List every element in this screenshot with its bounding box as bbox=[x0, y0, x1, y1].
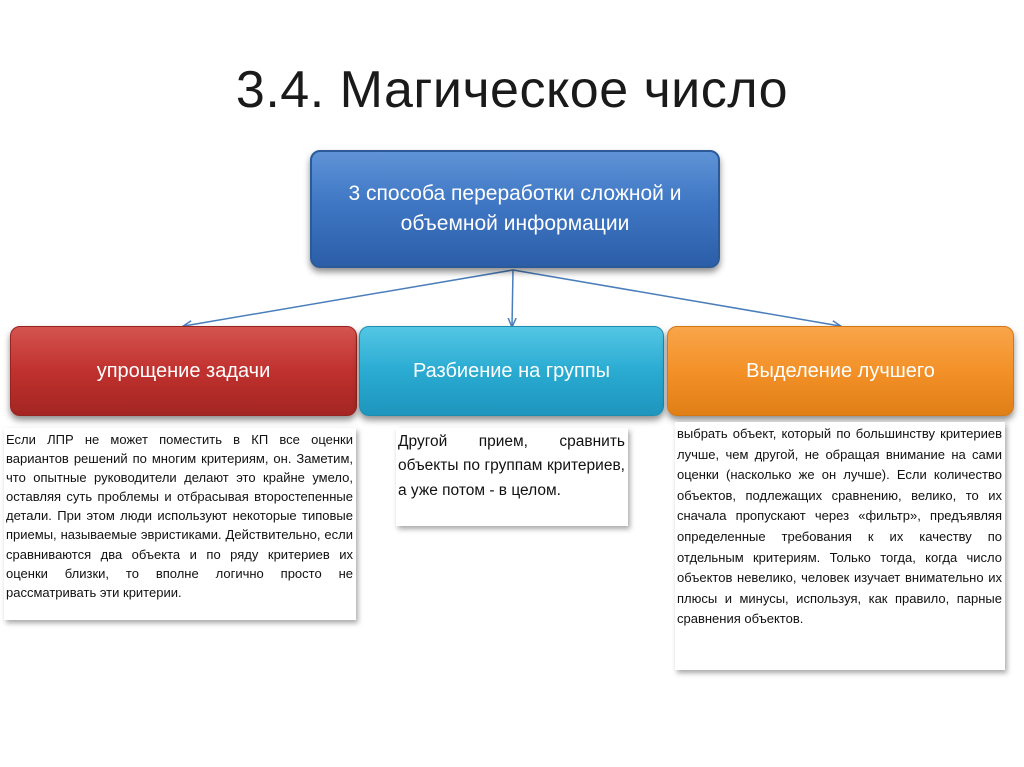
arrow-to-simplification bbox=[184, 270, 513, 326]
branch-best-selection bbox=[667, 326, 1014, 416]
arrow-to-best-selection bbox=[513, 270, 840, 326]
arrow-to-grouping bbox=[512, 270, 513, 326]
grouping-description: Другой прием, сравнить объекты по группам критериев, а уже потом - в целом. bbox=[396, 428, 628, 526]
root-node-label: 3 способа переработки сложной и объемной информации bbox=[348, 181, 682, 235]
branch-best-selection-label: Выделение лучшего bbox=[746, 359, 935, 382]
branch-grouping-label: Разбиение на группы bbox=[412, 359, 611, 382]
branch-simplification-label: упрощение задачи bbox=[96, 359, 271, 382]
branch-simplification bbox=[10, 326, 357, 416]
slide-title: 3.4. Магическое число bbox=[235, 61, 789, 119]
branch-grouping bbox=[359, 326, 664, 416]
simplification-description: Если ЛПР не может поместить в КП все оценки вариантов решений по многим критериям, он. Заметим, что опытные руководители делают это крайне умело, оставляя суть проблемы и отбрасывая второстепенные детали. При этом люди используют некоторые типовые приемы, называемые эвристиками. Действительно, если сравниваются два объекта и по ряду критериев их оценки близки, то вполне логично просто не рассматривать эти критерии. bbox=[4, 428, 356, 620]
root-node bbox=[310, 150, 720, 268]
best-selection-description: выбрать объект, который по большинству критериев лучше, чем другой, не обращая внимание на сами оценки (насколько же он лучше). Если количество объектов, подлежащих сравнению, велико, то их сначала пропускают через «фильтр», предъявляя определенные требования к их качеству по отдельным критериям. Только тогда, когда число объектов невелико, человек изучает внимательно их плюсы и минусы, используя, как правило, парные сравнения объектов. bbox=[675, 422, 1005, 670]
